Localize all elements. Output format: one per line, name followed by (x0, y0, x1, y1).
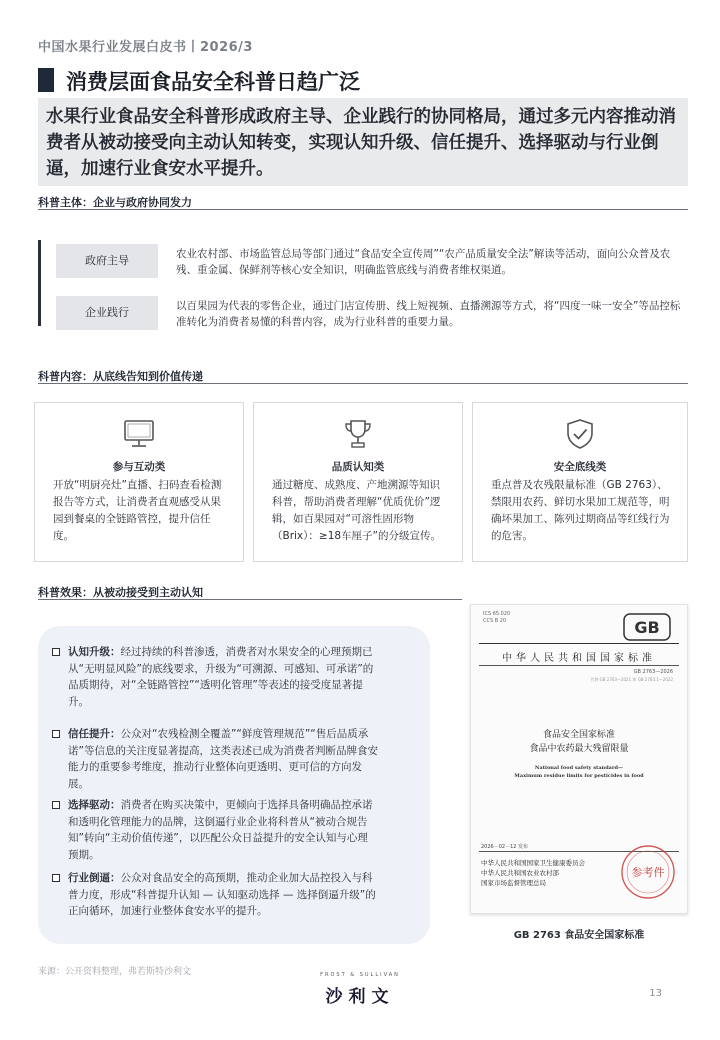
checkbox-bullet-icon (52, 648, 60, 656)
card-title: 安全底线类 (553, 461, 607, 473)
effect-label: 选择驱动： (68, 799, 121, 811)
doc-title-1: 食品安全国家标准 (542, 730, 615, 740)
page-title: 消费层面食品安全科普日趋广泛 (66, 70, 360, 94)
checkbox-bullet-icon (52, 801, 60, 809)
card-title: 品质认知类 (331, 461, 385, 473)
card-safety (472, 402, 688, 562)
tag-government: 政府主导 (56, 244, 158, 278)
page-number: 13 (649, 988, 662, 999)
brand-english: FROST & SULLIVAN (320, 972, 400, 978)
effect-item-choice (52, 797, 378, 863)
doc-replaces: 代替 GB 2763—2021 和 GB 2763.1—2022 (590, 677, 673, 682)
section-heading-subjects: 科普主体：企业与政府协同发力 (38, 194, 688, 210)
effect-label: 信任提升： (68, 728, 121, 740)
svg-text:参考件: 参考件 (631, 866, 665, 879)
summary-box: 水果行业食品安全科普形成政府主导、企业践行的协同格局，通过多元内容推动消费者从被动接受向主动认知转变，实现认知升级、信任提升、选择驱动与行业倒逼，加速行业食安水平提升。 (38, 98, 688, 186)
government-text: 农业农村部、市场监管总局等部门通过“食品安全宣传周”“农产品质量安全法”解读等活动，面向公众普及农残、重金属、保鲜剂等核心安全知识，明确监管底线与消费者维权渠道。 (176, 248, 671, 276)
section-heading-effects: 科普效果：从被动接受到主动认知 (38, 584, 462, 600)
trophy-icon (340, 417, 376, 451)
effect-text: 消费者在购买决策中，更倾向于选择具备明确品控承诺和透明化管理能力的品牌，这倒逼行业企业将科普从“被动合规告知”转向“主动价值传递”，以匹配公众日益提升的安全认知与心理预期。 (68, 799, 373, 861)
report-header: 中国水果行业发展白皮书丨2026/3 (38, 40, 253, 55)
doc-rule (479, 665, 679, 666)
card-body: 通过糖度、成熟度、产地溯源等知识科普，帮助消费者理解“优质优价”逻辑，如百果园对“可溶性固形物（Brix）：≥18车厘子”的分级宣传。 (272, 479, 441, 542)
card-body: 开放“明厨亮灶”直播、扫码查看检测报告等方式，让消费者直观感受从果园到餐桌的全链路管控，提升信任度。 (53, 479, 222, 542)
doc-issuers: 中华人民共和国国家卫生健康委员会 中华人民共和国农业农村部 国家市场监督管理总局 (481, 859, 585, 887)
card-interactive (34, 402, 244, 562)
effect-label: 认知升级： (68, 646, 121, 658)
doc-en-1: National food safety standard— (534, 765, 624, 771)
standard-document-image (470, 604, 688, 914)
doc-rule (479, 643, 679, 644)
card-title: 参与互动类 (112, 461, 166, 473)
effect-text: 经过持续的科普渗透，消费者对水果安全的心理预期已从“无明显风险”的底线要求，升级为“可溯源、可感知、可承诺”的品质期待，对“全链路管控”“透明化管理”等表述的接受度显著提升。 (68, 646, 374, 708)
card-body: 重点普及农残限量标准（GB 2763）、禁限用农药、鲜切水果加工规范等，明确坏果加工、陈列过期商品等红线行为的危害。 (491, 479, 670, 542)
effect-item-industry (52, 870, 378, 920)
effect-item-cognition (52, 644, 378, 710)
checkbox-bullet-icon (52, 730, 60, 738)
seal-stamp-icon (619, 843, 677, 901)
card-quality (253, 402, 463, 562)
shield-check-icon (562, 417, 598, 451)
tag-enterprise: 企业践行 (56, 296, 158, 330)
effect-label: 行业倒逼： (68, 872, 121, 884)
doc-code: GB 2763—2026 (633, 669, 673, 675)
enterprise-text: 以百果园为代表的零售企业，通过门店宣传册、线上短视频、直播溯源等方式，将“四度一味一安全”等品控标准转化为消费者易懂的科普内容，成为行业科普的重要力量。 (176, 300, 681, 328)
checkbox-bullet-icon (52, 874, 60, 882)
doc-title-2: 食品中农药最大残留限量 (529, 744, 629, 754)
source-note: 来源：公开资料整理，弗若斯特沙利文 (38, 967, 192, 977)
section-heading-content: 科普内容：从底线告知到价值传递 (38, 368, 688, 384)
effect-text: 公众对“农残检测全覆盖”“鲜度管理规范”“售后品质承诺”等信息的关注度显著提高，这类表述已成为消费者判断品牌食安能力的重要参考维度，推动行业整体向更透明、更可信的方向发展。 (68, 728, 378, 790)
monitor-icon (121, 417, 157, 451)
effect-text: 公众对食品安全的高预期，推动企业加大品控投入与科普力度，形成“科普提升认知 — 认知驱动选择 — 选择倒逼升级”的正向循环，加速行业整体食安水平的提升。 (68, 872, 376, 917)
title-marker (38, 68, 54, 92)
section-accent-bar (38, 240, 41, 326)
effect-item-trust (52, 726, 378, 792)
document-caption: GB 2763 食品安全国家标准 (513, 930, 645, 941)
svg-text:GB: GB (634, 618, 660, 637)
gb-logo-icon (623, 613, 671, 641)
doc-nation: 中华人民共和国国家标准 (502, 653, 656, 664)
page-title-block (38, 66, 688, 94)
brand-logo: 沙利文 (325, 987, 395, 1007)
doc-date: 2026－02－12 发布 (481, 844, 529, 850)
doc-ics: ICS 65.020 CCS B 20 (483, 611, 511, 624)
doc-en-2: Maximum residue limits for pesticides in food (514, 773, 644, 779)
